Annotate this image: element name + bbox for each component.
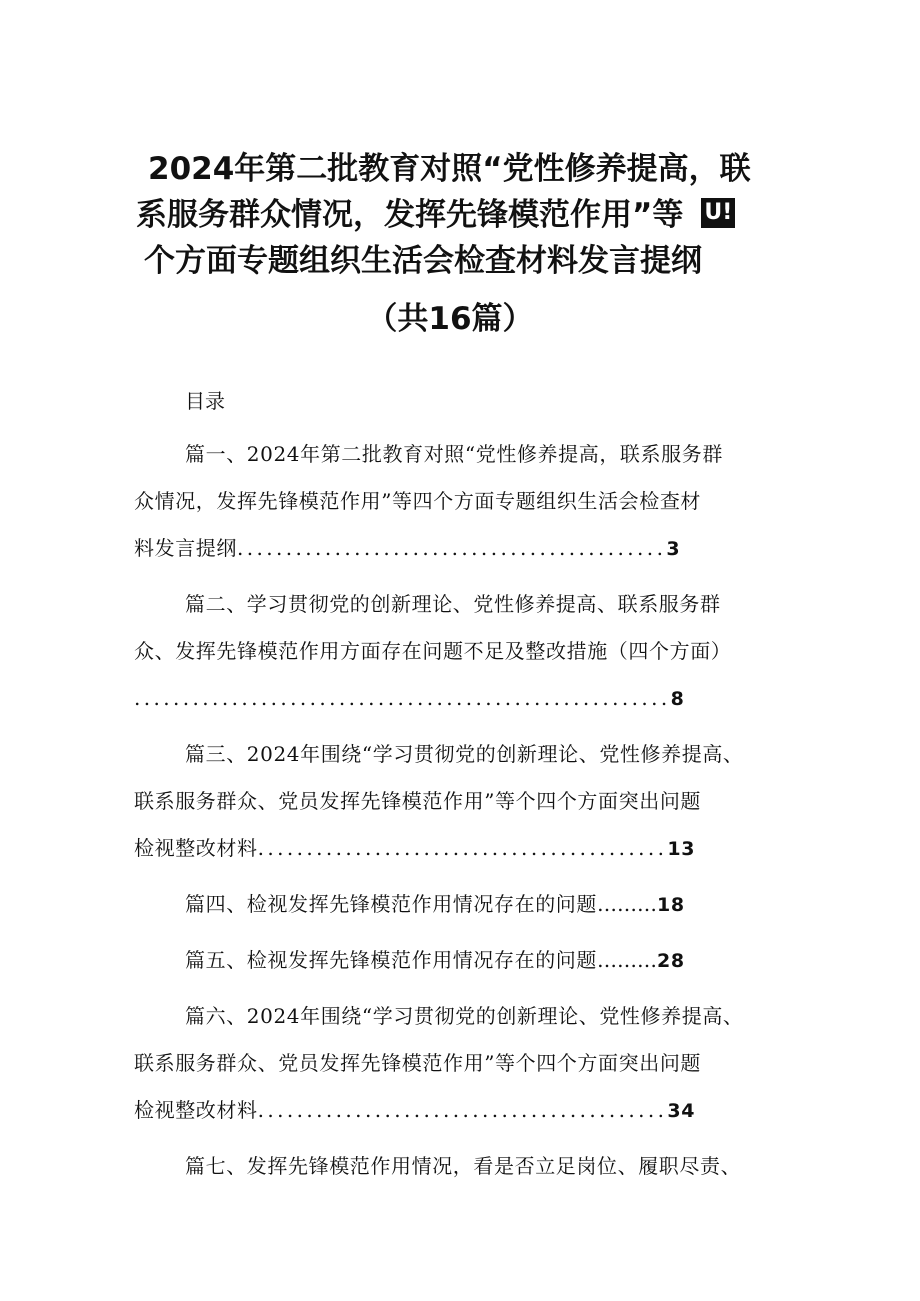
title-line-4: （共16篇） xyxy=(366,301,534,337)
document-title xyxy=(130,146,790,342)
toc-entry-text: 检视整改材料 xyxy=(134,1098,258,1122)
toc-page-number: 13 xyxy=(667,838,696,860)
toc-entry-line-last xyxy=(134,1087,794,1135)
toc-leader-dots: .......................................... xyxy=(257,836,668,860)
toc-entry-6[interactable] xyxy=(134,993,794,1135)
toc-entry-line-last xyxy=(134,937,794,985)
toc-entry-line: 篇三、2024年围绕“学习贯彻党的创新理论、党性修养提高、 xyxy=(185,742,744,766)
title-line-2-text: 系服务群众情况，发挥先锋模范作用”等 xyxy=(136,197,684,233)
toc-entry-1[interactable] xyxy=(134,431,794,573)
toc-leader-dots: ....................................................... xyxy=(134,686,671,710)
toc-heading: 目录 xyxy=(185,389,225,413)
title-line-3: 个方面专题组织生活会检查材料发言提纲 xyxy=(144,243,702,279)
toc-entry-line: 篇二、学习贯彻党的创新理论、党性修养提高、联系服务群 xyxy=(185,592,721,616)
toc-entry-7[interactable] xyxy=(134,1143,794,1190)
title-line-1: 2024年第二批教育对照“党性修养提高，联 xyxy=(148,151,751,187)
toc-entry-text: 篇五、检视发挥先锋模范作用情况存在的问题 xyxy=(185,948,597,972)
table-of-contents xyxy=(134,378,794,1198)
toc-entry-line: 篇六、2024年围绕“学习贯彻党的创新理论、党性修养提高、 xyxy=(185,1004,744,1028)
toc-entry-text: 检视整改材料 xyxy=(134,836,258,860)
toc-leader-dots: ……… xyxy=(597,892,657,916)
toc-entry-4[interactable] xyxy=(134,881,794,929)
toc-page-number: 18 xyxy=(657,894,685,916)
title-badge: U! xyxy=(701,198,735,228)
toc-leader-dots: ............................................ xyxy=(237,536,667,560)
toc-entry-line-last xyxy=(134,825,794,873)
toc-entry-line: 篇一、2024年第二批教育对照“党性修养提高，联系服务群 xyxy=(185,442,723,466)
toc-entry-5[interactable] xyxy=(134,937,794,985)
toc-entry-3[interactable] xyxy=(134,731,794,873)
toc-entry-text: 料发言提纲 xyxy=(134,536,237,560)
toc-entry-line: 联系服务群众、党员发挥先锋模范作用”等个四个方面突出问题 xyxy=(134,1051,702,1075)
toc-entry-line: 联系服务群众、党员发挥先锋模范作用”等个四个方面突出问题 xyxy=(134,789,702,813)
toc-entry-line-last xyxy=(134,881,794,929)
toc-leader-dots: ……… xyxy=(597,948,657,972)
toc-page-number: 28 xyxy=(657,950,685,972)
toc-entry-text: 篇四、检视发挥先锋模范作用情况存在的问题 xyxy=(185,892,597,916)
toc-entry-line: 众、发挥先锋模范作用方面存在问题不足及整改措施（四个方面） xyxy=(134,639,732,663)
toc-page-number: 3 xyxy=(666,538,681,560)
toc-entry-line-last xyxy=(134,525,794,573)
toc-entry-line: 篇七、发挥先锋模范作用情况，看是否立足岗位、履职尽责、 xyxy=(185,1154,742,1178)
toc-entry-line: 众情况，发挥先锋模范作用”等四个方面专题组织生活会检查材 xyxy=(134,489,702,513)
title-line-2 xyxy=(130,192,790,238)
toc-leader-dots: .......................................... xyxy=(257,1098,668,1122)
toc-page-number: 34 xyxy=(667,1100,696,1122)
toc-page-number: 8 xyxy=(670,688,685,710)
toc-entry-2[interactable] xyxy=(134,581,794,723)
toc-entry-line-last xyxy=(134,675,794,723)
